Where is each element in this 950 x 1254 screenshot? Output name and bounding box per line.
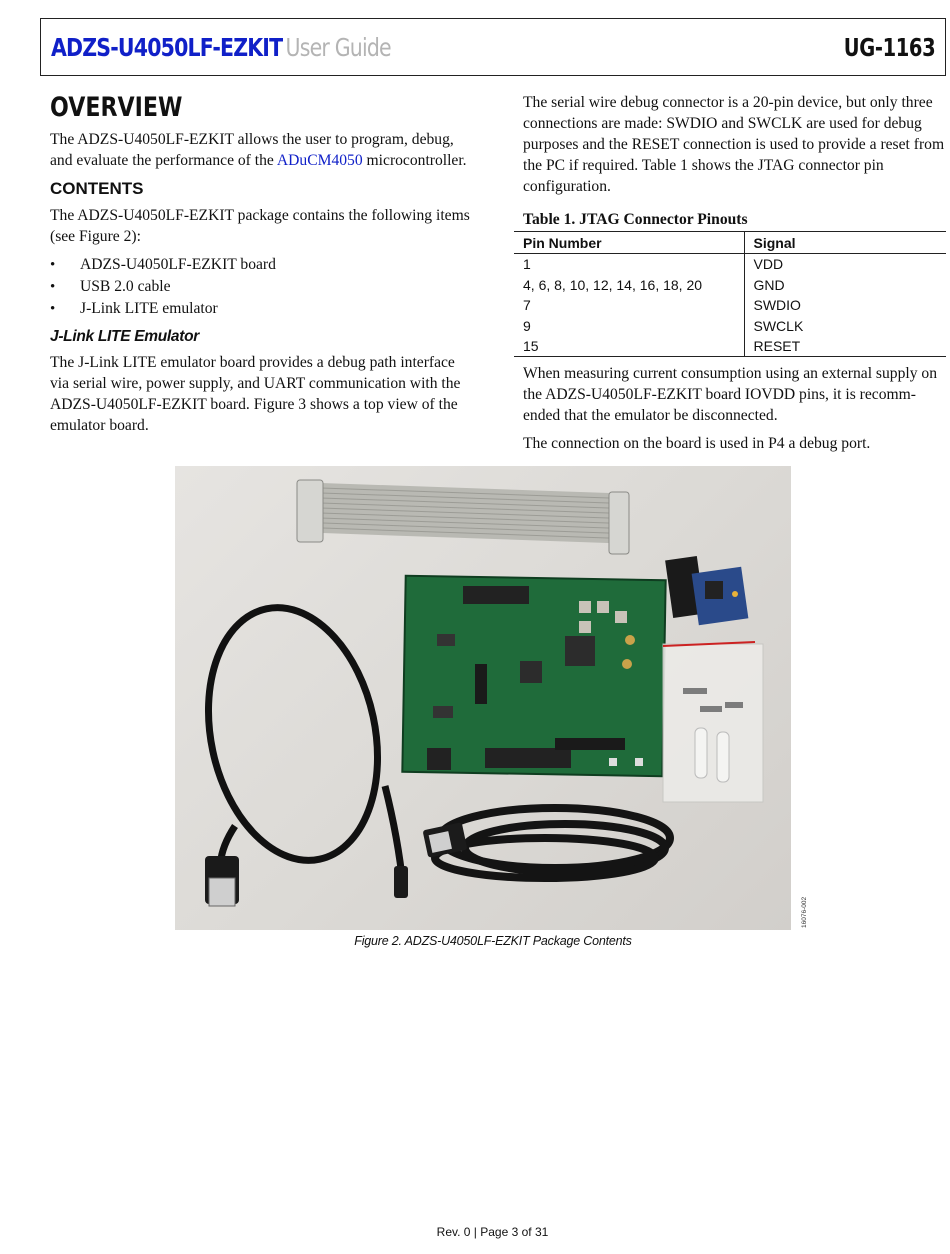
usb-plug-metal	[209, 878, 235, 906]
aducm4050-link[interactable]: ADuCM4050	[276, 152, 363, 169]
micro-usb-plug	[394, 866, 408, 898]
list-item: • J-Link LITE emulator	[50, 298, 470, 320]
product-name: ADZS-U4050LF-EZKIT	[51, 32, 283, 62]
page-footer: Rev. 0 | Page 3 of 31	[436, 1225, 549, 1239]
table-row	[514, 336, 946, 357]
jlink-emulator	[665, 556, 748, 625]
contents-heading: CONTENTS	[50, 179, 144, 198]
table-title: Table 1. JTAG Connector Pinouts	[523, 211, 748, 228]
pin-cell: 15	[514, 336, 744, 357]
doc-code: UG-1163	[843, 32, 935, 62]
jlink-text: The J-Link LITE emulator board provides a debug path interface via serial wire, power supply, and UART communication with the ADZS-U4050LF-EZKIT board. Figure 3 shows a top view of the emulator board.	[50, 354, 461, 434]
signal-cell: SWCLK	[753, 317, 804, 334]
table-row	[514, 254, 946, 275]
figure-id: 16076-002	[801, 896, 808, 928]
overview-intro	[50, 129, 470, 171]
jtag-pinout-table	[514, 231, 946, 357]
overview-intro-text: The ADZS-U4050LF-EZKIT allows the user to program, debug, and evaluate the performance of the	[50, 131, 454, 169]
figure-caption: Figure 2. ADZS-U4050LF-EZKIT Package Contents	[354, 934, 632, 948]
debug-port-paragraph: The connection on the board is used in P4 a debug port.	[523, 435, 871, 453]
jlink-heading: J-Link LITE Emulator	[50, 328, 200, 345]
header-title	[51, 33, 391, 62]
ezkit-board	[402, 576, 665, 777]
swd-paragraph: The serial wire debug connector is a 20-pin device, but only three connections are made: SWDIO and SWCLK are used for debug purposes and the RESET connection is used to provide a reset from the PC if required. Table 1 shows the JTAG connector pin configuration.	[523, 94, 945, 195]
usb-cable-coil	[435, 808, 670, 878]
signal-cell: GND	[753, 276, 785, 293]
package-contents-photo	[175, 466, 791, 930]
pin-cell: 4, 6, 8, 10, 12, 14, 16, 18, 20	[514, 274, 744, 295]
table-header-row	[514, 232, 946, 254]
doc-type: User Guide	[285, 32, 391, 62]
table-row	[514, 295, 946, 316]
ribbon-cable	[297, 480, 629, 554]
left-column	[50, 92, 470, 443]
contents-intro: The ADZS-U4050LF-EZKIT package contains the following items (see Figure 2):	[50, 207, 470, 245]
current-consumption-paragraph: When measuring current consumption using an external supply on the ADZS-U4050LF-EZKIT board IOVDD pins, it is recomm-ended that the emulator be disconnected.	[523, 365, 938, 425]
overview-intro-end: microcontroller.	[362, 152, 467, 169]
usb-cable-loop	[186, 592, 403, 886]
column-header-signal: Signal	[744, 232, 946, 254]
list-item: • USB 2.0 cable	[50, 276, 470, 298]
right-column	[514, 92, 946, 461]
signal-cell: SWDIO	[753, 297, 801, 314]
pin-cell: 9	[514, 316, 744, 337]
table-row	[514, 316, 946, 337]
overview-heading: OVERVIEW	[50, 92, 183, 123]
page-header	[40, 18, 946, 76]
contents-list	[50, 254, 470, 320]
pin-cell: 1	[514, 254, 744, 275]
signal-cell: VDD	[753, 256, 784, 273]
pin-cell: 7	[514, 295, 744, 316]
signal-cell: RESET	[744, 336, 946, 357]
table-row	[514, 274, 946, 295]
column-header-pin: Pin Number	[514, 232, 744, 254]
accessory-bag	[663, 642, 763, 802]
package-contents-illustration	[175, 466, 791, 930]
list-item: • ADZS-U4050LF-EZKIT board	[50, 254, 470, 276]
